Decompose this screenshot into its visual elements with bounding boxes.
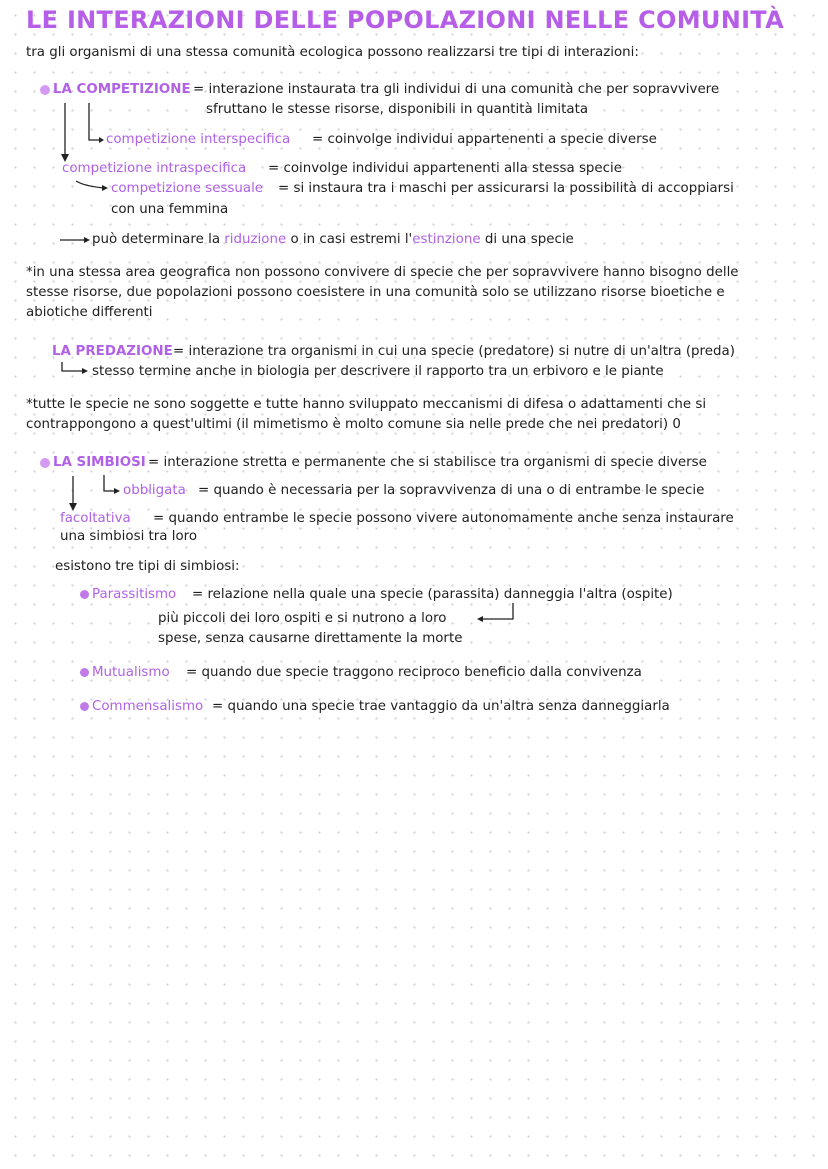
intraspecifica-term: competizione intraspecifica — [62, 161, 247, 176]
predazione-sub: stesso termine anche in biologia per descrivere il rapporto tra un erbivoro e le piante — [92, 364, 664, 379]
mutualismo-term: Mutualismo — [92, 665, 170, 680]
simbiosi-types-intro: esistono tre tipi di simbiosi: — [55, 559, 240, 574]
parassitismo-note-line1: più piccoli dei loro ospiti e si nutrono a loro — [158, 611, 447, 626]
facoltativa-def-line1: = quando entrambe le specie possono vivere autonomamente anche senza instaurare — [153, 511, 734, 526]
connector-line — [89, 103, 100, 140]
connector-line — [76, 181, 104, 188]
bullet-dot-icon — [40, 458, 50, 468]
predazione-def: = interazione tra organismi in cui una specie (predatore) si nutre di un'altra (preda) — [173, 344, 735, 359]
facoltativa-def-line2: una simbiosi tra loro — [60, 529, 198, 544]
effect-text: può determinare la — [92, 232, 221, 247]
simbiosi-def: = interazione stretta e permanente che si stabilisce tra organismi di specie diverse — [148, 455, 707, 470]
commensalismo-def: = quando una specie trae vantaggio da un'altra senza danneggiarla — [212, 699, 670, 714]
bullet-dot-icon — [80, 590, 89, 599]
sessuale-def-line1: = si instaura tra i maschi per assicurarsi la possibilità di accoppiarsi — [278, 181, 734, 196]
intraspecifica-def: = coinvolge individui appartenenti alla stessa specie — [268, 161, 622, 176]
predazione-term: LA PREDAZIONE — [52, 344, 173, 359]
sessuale-def-line2: con una femmina — [111, 202, 229, 217]
intro-text: tra gli organismi di una stessa comunità ecologica possono realizzarsi tre tipi di interazioni: — [26, 45, 639, 60]
arrowhead-icon — [102, 185, 108, 191]
arrowhead-icon — [477, 616, 483, 622]
effect-text: o in casi estremi l' — [290, 232, 413, 247]
parassitismo-term: Parassitismo — [92, 587, 177, 602]
predazione-note-line2: contrappongono a quest'ultimi (il mimetismo è molto comune sia nelle prede che nei predatori) 0 — [26, 417, 681, 432]
parassitismo-note-line2: spese, senza causarne direttamente la morte — [158, 631, 463, 646]
connector-line — [482, 603, 513, 619]
obbligata-def: = quando è necessaria per la sopravvivenza di una o di entrambe le specie — [198, 483, 705, 498]
arrowhead-icon — [99, 137, 104, 143]
connector-line — [104, 475, 115, 491]
interspecifica-term: competizione interspecifica — [106, 132, 291, 147]
competizione-note-line1: *in una stessa area geografica non possono convivere di specie che per sopravvivere hanno bisogno delle — [26, 265, 739, 280]
parassitismo-def: = relazione nella quale una specie (parassita) danneggia l'altra (ospite) — [192, 587, 673, 602]
arrowhead-icon — [82, 368, 88, 374]
arrowhead-icon — [114, 488, 120, 494]
bullet-dot-icon — [40, 85, 50, 95]
competizione-note-line3: abiotiche differenti — [26, 305, 153, 320]
simbiosi-term: LA SIMBIOSI — [53, 455, 146, 470]
riduzione-term: riduzione — [224, 232, 287, 247]
bullet-dot-icon — [80, 702, 89, 711]
obbligata-term: obbligata — [123, 483, 186, 498]
competizione-note-line2: stesse risorse, due popolazioni possono coesistere in una comunità solo se utilizzano risorse bioetiche e — [26, 285, 725, 300]
interspecifica-def: = coinvolge individui appartenenti a specie diverse — [312, 132, 657, 147]
competizione-term: LA COMPETIZIONE — [53, 82, 191, 97]
facoltativa-term: facoltativa — [60, 511, 131, 526]
connector-line — [62, 362, 83, 371]
competizione-def-line1: = interazione instaurata tra gli individui di una comunità che per sopravvivere — [193, 82, 720, 97]
page-title: LE INTERAZIONI DELLE POPOLAZIONI NELLE COMUNITÀ — [26, 6, 784, 34]
mutualismo-def: = quando due specie traggono reciproco beneficio dalla convivenza — [186, 665, 642, 680]
commensalismo-term: Commensalismo — [92, 699, 204, 714]
sessuale-term: competizione sessuale — [111, 181, 264, 196]
competizione-def-line2: sfruttano le stesse risorse, disponibili in quantità limitata — [206, 102, 589, 117]
predazione-note-line1: *tutte le specie ne sono soggette e tutte hanno sviluppato meccanismi di difesa o adattamenti che si — [26, 397, 707, 412]
estinzione-term: estinzione — [412, 232, 481, 247]
effect-text: di una specie — [484, 232, 574, 247]
arrowhead-icon — [84, 237, 90, 243]
bullet-dot-icon — [80, 668, 89, 677]
competizione-effect — [92, 231, 574, 249]
